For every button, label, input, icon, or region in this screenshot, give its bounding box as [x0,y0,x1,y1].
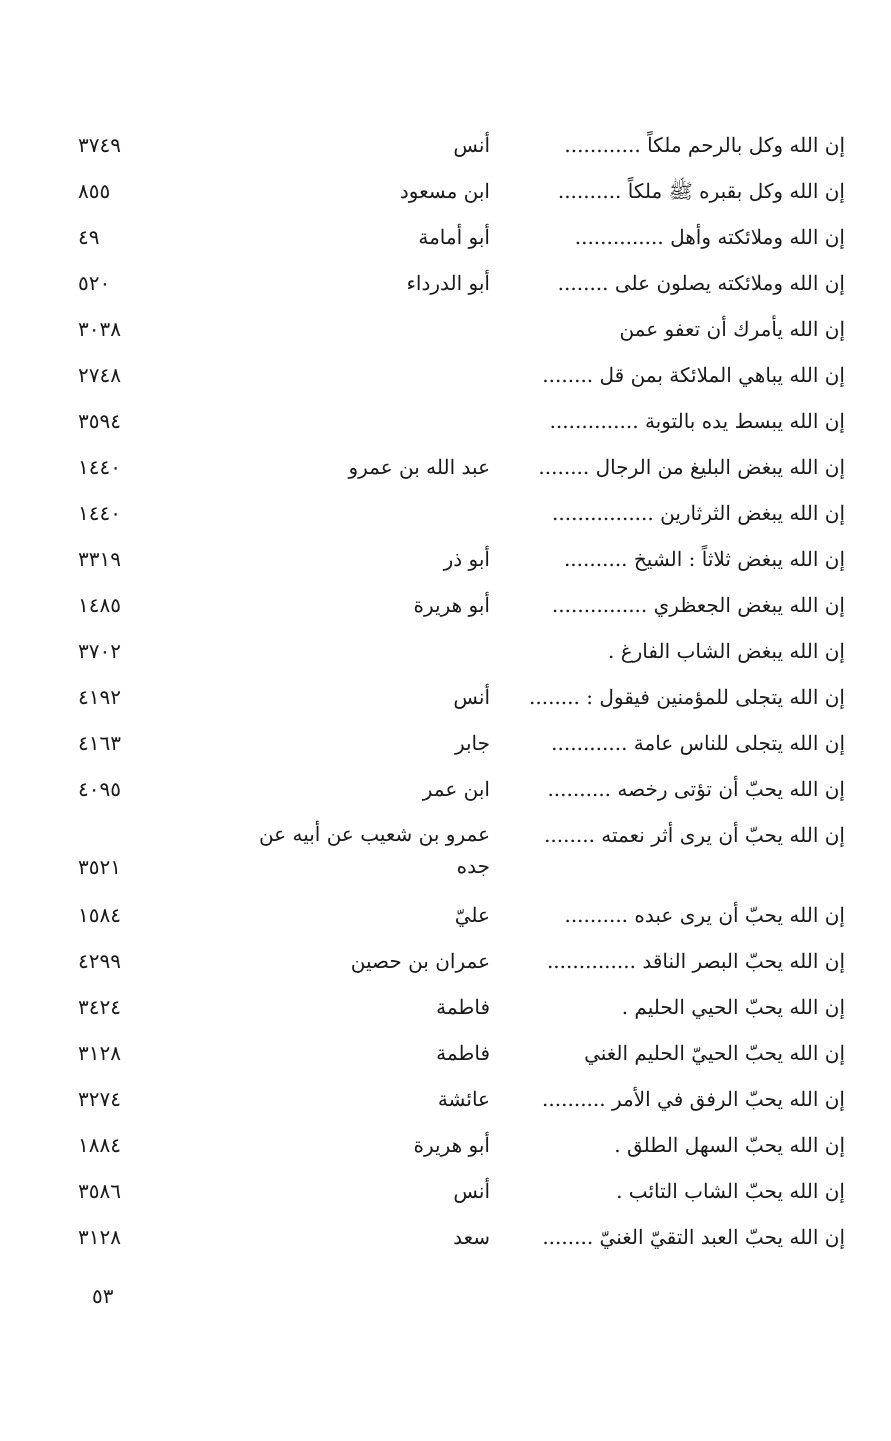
hadith-text: إن الله يباهي الملائكة بمن قل ........ [542,363,845,387]
hadith-number: ٣٣١٩ [78,547,121,571]
hadith-number: ١٥٨٤ [78,903,121,927]
hadith-number: ٢٧٤٨ [78,363,121,387]
narrator: فاطمة [436,995,490,1019]
index-row [70,680,845,726]
hadith-text: إن الله يحبّ الشاب التائب . [616,1179,845,1203]
hadith-text: إن الله يبغض الشاب الفارغ . [607,639,845,663]
hadith-number: ٤٢٩٩ [78,949,121,973]
narrator: أنس [453,685,490,709]
hadith-number: ٤٩ [78,225,100,249]
hadith-number: ٤٠٩٥ [78,777,121,801]
hadith-number: ١٨٨٤ [78,1133,121,1157]
index-row [70,1082,845,1128]
hadith-number: ٤١٩٢ [78,685,121,709]
hadith-text: إن الله يأمرك أن تعفو عمن [619,317,845,341]
hadith-number: ٨٥٥ [78,179,111,203]
hadith-text: إن الله يحبّ السهل الطلق . [614,1133,845,1157]
index-row [70,266,845,312]
hadith-text: إن الله يحبّ أن تؤتى رخصه .......... [547,777,845,801]
index-row [70,944,845,990]
index-row [70,128,845,174]
hadith-text: إن الله يحبّ الرفق في الأمر .......... [542,1087,845,1111]
narrator: عبد الله بن عمرو [348,455,490,479]
narrator: عائشة [437,1087,490,1111]
index-row [70,588,845,634]
hadith-text: إن الله وملائكته وأهل .............. [574,225,845,249]
hadith-number: ٣٧٠٢ [78,639,121,663]
narrator: فاطمة [436,1041,490,1065]
narrator: أبو الدرداء [406,271,490,295]
index-row [70,1220,845,1266]
index-row [70,726,845,772]
hadith-number: ٣٤٢٤ [78,995,121,1019]
hadith-number: ٣٥٢١ [78,855,121,879]
hadith-text: إن الله يبغض الثرثارين ................ [552,501,845,525]
hadith-text: إن الله يحبّ العبد التقيّ الغنيّ ........ [542,1225,845,1249]
index-row [70,174,845,220]
hadith-number: ١٤٤٠ [78,501,121,525]
index-row [70,990,845,1036]
hadith-text: إن الله يتجلى للمؤمنين فيقول : ........ [529,685,845,709]
narrator: ابن عمر [422,777,490,801]
index-row [70,542,845,588]
index-row [70,898,845,944]
hadith-text: إن الله يبسط يده بالتوبة .............. [549,409,845,433]
hadith-text: إن الله وكل بالرحم ملكاً ............ [564,133,845,157]
narrator: أنس [453,133,490,157]
narrator: أبو هريرة [413,1133,490,1157]
narrator: عمرو بن شعيب عن أبيه عن جده [258,822,490,878]
hadith-number: ٤١٦٣ [78,731,121,755]
hadith-text: إن الله وكل بقبره ﷺ ملكاً .......... [557,179,845,203]
narrator: أبو أمامة [418,225,490,249]
hadith-text: إن الله يبغض ثلاثاً : الشيخ .......... [563,547,845,571]
narrator: ابن مسعود [399,179,490,203]
hadith-index-list [70,128,845,1266]
hadith-number: ١٤٨٥ [78,593,121,617]
narrator: أنس [453,1179,490,1203]
narrator: سعد [453,1225,490,1249]
hadith-number: ٣٥٩٤ [78,409,121,433]
index-row [70,358,845,404]
index-row [70,1174,845,1220]
index-row [70,220,845,266]
hadith-number: ١٤٤٠ [78,455,121,479]
hadith-number: ٣١٢٨ [78,1225,121,1249]
index-row [70,634,845,680]
index-row [70,404,845,450]
narrator: أبو هريرة [413,593,490,617]
hadith-number: ٣٧٤٩ [78,133,121,157]
narrator: جابر [454,731,490,755]
narrator: عليّ [454,903,490,927]
hadith-number: ٣٠٣٨ [78,317,121,341]
hadith-text: إن الله يحبّ البصر الناقد .............. [546,949,845,973]
index-row [70,1036,845,1082]
hadith-text: إن الله يحبّ الحييّ الحليم الغني [584,1041,845,1065]
index-row [70,772,845,818]
index-row [70,312,845,358]
hadith-number: ٣٥٨٦ [78,1179,121,1203]
hadith-text: إن الله يحبّ أن يرى أثر نعمته ........ [544,823,845,847]
hadith-number: ٣٢٧٤ [78,1087,121,1111]
hadith-text: إن الله يبغض الجعظري ............... [551,593,845,617]
index-row [70,818,845,898]
page-number: ٥٣ [92,1284,114,1308]
hadith-text: إن الله يحبّ أن يرى عبده .......... [564,903,845,927]
index-row [70,496,845,542]
hadith-text: إن الله يبغض البليغ من الرجال ........ [538,455,845,479]
hadith-text: إن الله وملائكته يصلون على ........ [557,271,845,295]
hadith-number: ٥٢٠ [78,271,111,295]
hadith-number: ٣١٢٨ [78,1041,121,1065]
index-row [70,1128,845,1174]
hadith-text: إن الله يحبّ الحيي الحليم . [621,995,845,1019]
narrator: أبو ذر [443,547,490,571]
hadith-text: إن الله يتجلى للناس عامة ............ [551,731,845,755]
index-row [70,450,845,496]
narrator: عمران بن حصين [350,949,490,973]
